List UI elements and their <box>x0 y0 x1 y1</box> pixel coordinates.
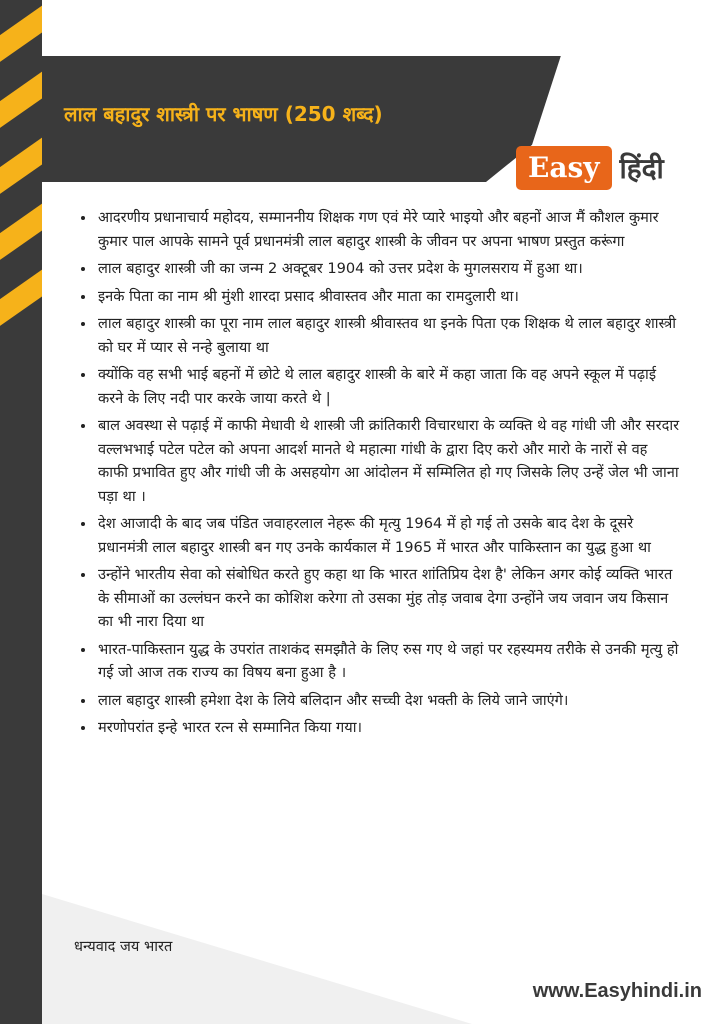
list-item: • देश आजादी के बाद जब पंडित जवाहरलाल नेहरू की मृत्यु 1964 में हो गई तो उसके बाद देश के दूसरे प्रधानमंत्री लाल बहादुर शास्त्री बन गए उनके कार्यकाल में 1965 में भारत और पाकिस्तान का युद्ध हुआ था <box>96 512 682 559</box>
stripe-decoration <box>0 122 42 203</box>
list-item: • लाल बहादुर शास्त्री का पूरा नाम लाल बहादुर शास्त्री श्रीवास्तव था इनके पिता एक शिक्षक थे लाल बहादुर शास्त्री को घर में प्यार से नन्हे बुलाया था <box>96 312 682 359</box>
speech-content <box>74 206 682 744</box>
logo-hindi-text: हिंदी <box>619 152 664 185</box>
list-item: • इनके पिता का नाम श्री मुंशी शारदा प्रसाद श्रीवास्तव और माता का रामदुलारी था। <box>96 285 682 309</box>
left-decorative-strip <box>0 0 42 1024</box>
easyhindi-logo <box>516 146 664 190</box>
closing-line: धन्यवाद जय भारत <box>74 938 173 955</box>
bottom-decoration <box>42 894 472 1024</box>
list-item: • आदरणीय प्रधानाचार्य महोदय, सम्माननीय शिक्षक गण एवं मेरे प्यारे भाइयो और बहनों आज मैं कौशल कुमार कुमार पाल आपके सामने पूर्व प्रधानमंत्री लाल बहादुर शास्त्री के जीवन पर अपना भाषण प्रस्तुत करूंगा <box>96 206 682 253</box>
list-item: • उन्होंने भारतीय सेवा को संबोधित करते हुए कहा था कि भारत शांतिप्रिय देश है' लेकिन अगर कोई व्यक्ति भारत के सीमाओं का उल्लंघन करने का कोशिश करेगा तो उसका मुंह तोड़ जवाब देगा उन्होंने जय जवान जय किसान का भी नारा दिया था <box>96 563 682 634</box>
stripe-decoration <box>0 188 42 269</box>
list-item: • क्योंकि वह सभी भाई बहनों में छोटे थे लाल बहादुर शास्त्री के बारे में कहा जाता कि वह अपने स्कूल में पढ़ाई करने के लिए नदी पार करके जाया करते थे | <box>96 363 682 410</box>
stripe-decoration <box>0 254 42 335</box>
speech-points-list <box>74 206 682 740</box>
stripe-decoration <box>0 0 42 72</box>
logo-easy-text: Easy <box>516 146 612 190</box>
list-item: • भारत-पाकिस्तान युद्ध के उपरांत ताशकंद समझौते के लिए रुस गए थे जहां पर रहस्यमय तरीके से उनकी मृत्यु हो गई जो आज तक राज्य का विषय बना हुआ है । <box>96 638 682 685</box>
list-item: • लाल बहादुर शास्त्री जी का जन्म 2 अक्टूबर 1904 को उत्तर प्रदेश के मुगलसराय में हुआ था। <box>96 257 682 281</box>
list-item: • बाल अवस्था से पढ़ाई में काफी मेधावी थे शास्त्री जी क्रांतिकारी विचारधारा के व्यक्ति थे वह गांधी जी और सरदार वल्लभभाई पटेल पटेल को अपना आदर्श मानते थे महात्मा गांधी के द्वारा दिए करो और मारो के नारों से वह काफी प्रभावित हुए और गांधी जी के असहयोग आ आंदोलन में सम्मिलित हो गए जिसके लिए उन्हें जेल भी जाना पड़ा था । <box>96 414 682 508</box>
website-url: www.Easyhindi.in <box>532 980 702 1002</box>
stripe-decoration <box>0 56 42 137</box>
list-item: • मरणोपरांत इन्हे भारत रत्न से सम्मानित किया गया। <box>96 716 682 740</box>
list-item: • लाल बहादुर शास्त्री हमेशा देश के लिये बलिदान और सच्ची देश भक्ती के लिये जाने जाएंगे। <box>96 689 682 713</box>
page-title: लाल बहादुर शास्त्री पर भाषण (250 शब्द) <box>64 102 383 126</box>
